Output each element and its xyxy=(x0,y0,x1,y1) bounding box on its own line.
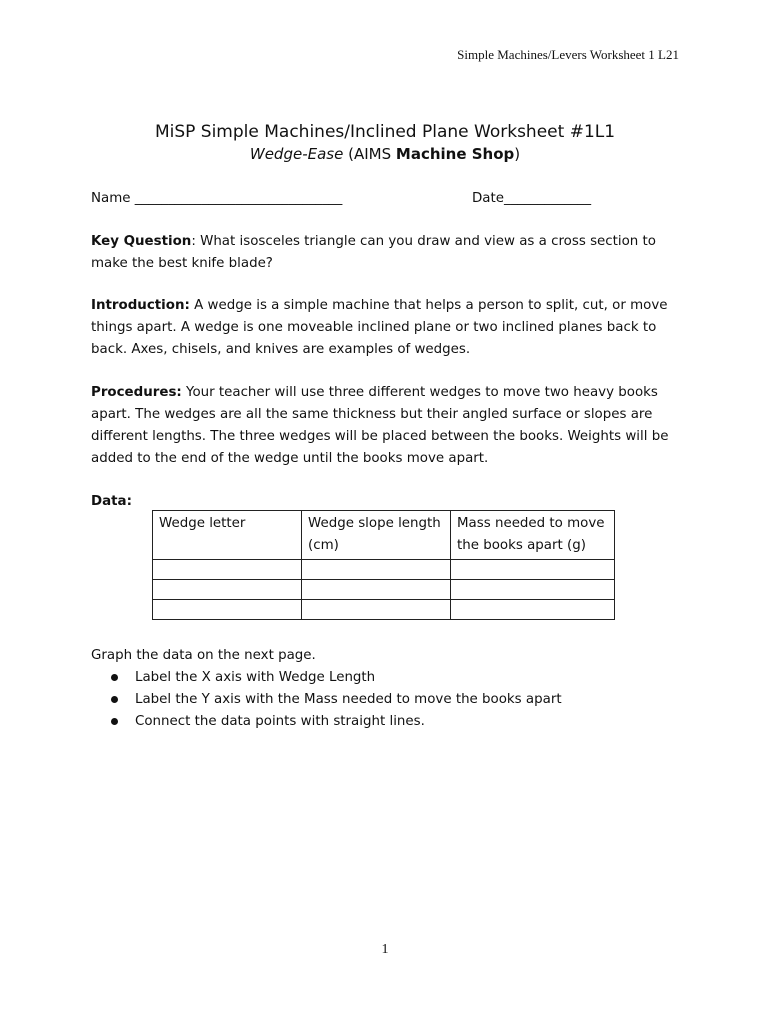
title-block xyxy=(0,121,770,165)
graph-intro: Graph the data on the next page. xyxy=(91,648,316,663)
graph-bullet-list xyxy=(91,667,691,733)
procedures-text: Your teacher will use three different wedges to move two heavy books apart. The wedges are all the same thickness but their angled surface or slopes are different lengths. The three wedges will be placed between the books. Weights will be added to the end of the wedge until the books move apart. xyxy=(91,385,669,466)
table-cell[interactable] xyxy=(451,600,615,620)
table-cell[interactable] xyxy=(451,580,615,600)
key-question-text: : What isosceles triangle can you draw and view as a cross section to make the best knife blade? xyxy=(91,234,656,271)
subtitle-source: Machine Shop xyxy=(395,145,515,163)
table-row xyxy=(153,600,615,620)
column-header-wedge-letter: Wedge letter xyxy=(153,511,302,560)
introduction xyxy=(91,295,691,361)
table-cell[interactable] xyxy=(302,560,451,580)
procedures-label: Procedures: xyxy=(91,385,182,400)
table-row xyxy=(153,580,615,600)
table-header-row xyxy=(153,511,615,560)
introduction-label: Introduction: xyxy=(91,298,190,313)
date-field[interactable]: Date_____________ xyxy=(472,191,592,206)
table-cell[interactable] xyxy=(451,560,615,580)
page-title: MiSP Simple Machines/Inclined Plane Worksheet #1L1 xyxy=(154,122,616,142)
table-cell[interactable] xyxy=(153,580,302,600)
procedures xyxy=(91,382,691,470)
data-label: Data: xyxy=(91,494,132,509)
data-table xyxy=(152,510,615,620)
table-cell[interactable] xyxy=(153,560,302,580)
table-cell[interactable] xyxy=(302,580,451,600)
column-header-slope-length: Wedge slope length (cm) xyxy=(302,511,451,560)
table-cell[interactable] xyxy=(302,600,451,620)
table-cell[interactable] xyxy=(153,600,302,620)
bullet-icon xyxy=(111,674,118,681)
table-row xyxy=(153,560,615,580)
subtitle-close: ) xyxy=(514,145,521,163)
page-number: 1 xyxy=(381,942,389,957)
graph-instructions xyxy=(91,645,691,733)
bullet-icon xyxy=(111,718,118,725)
page-subtitle xyxy=(0,143,770,165)
list-item xyxy=(135,689,691,711)
name-date-line xyxy=(91,188,691,210)
subtitle-activity: Wedge-Ease xyxy=(249,145,344,163)
list-item xyxy=(135,711,691,733)
column-header-mass: Mass needed to move the books apart (g) xyxy=(451,511,615,560)
introduction-text: A wedge is a simple machine that helps a person to split, cut, or move things apart. A wedge is one moveable inclined plane or two inclined planes back to back. Axes, chisels, and knives are examples of wedges. xyxy=(91,298,668,357)
list-item-text: Connect the data points with straight lines. xyxy=(135,714,425,729)
subtitle-source-prefix: (AIMS xyxy=(343,145,396,163)
name-field[interactable]: Name _______________________________ xyxy=(91,191,343,206)
key-question-label: Key Question xyxy=(91,234,192,249)
running-header: Simple Machines/Levers Worksheet 1 L21 xyxy=(457,47,679,62)
list-item-text: Label the X axis with Wedge Length xyxy=(135,670,376,685)
list-item-text: Label the Y axis with the Mass needed to move the books apart xyxy=(135,692,562,707)
list-item xyxy=(135,667,691,689)
key-question xyxy=(91,231,691,275)
bullet-icon xyxy=(111,696,118,703)
